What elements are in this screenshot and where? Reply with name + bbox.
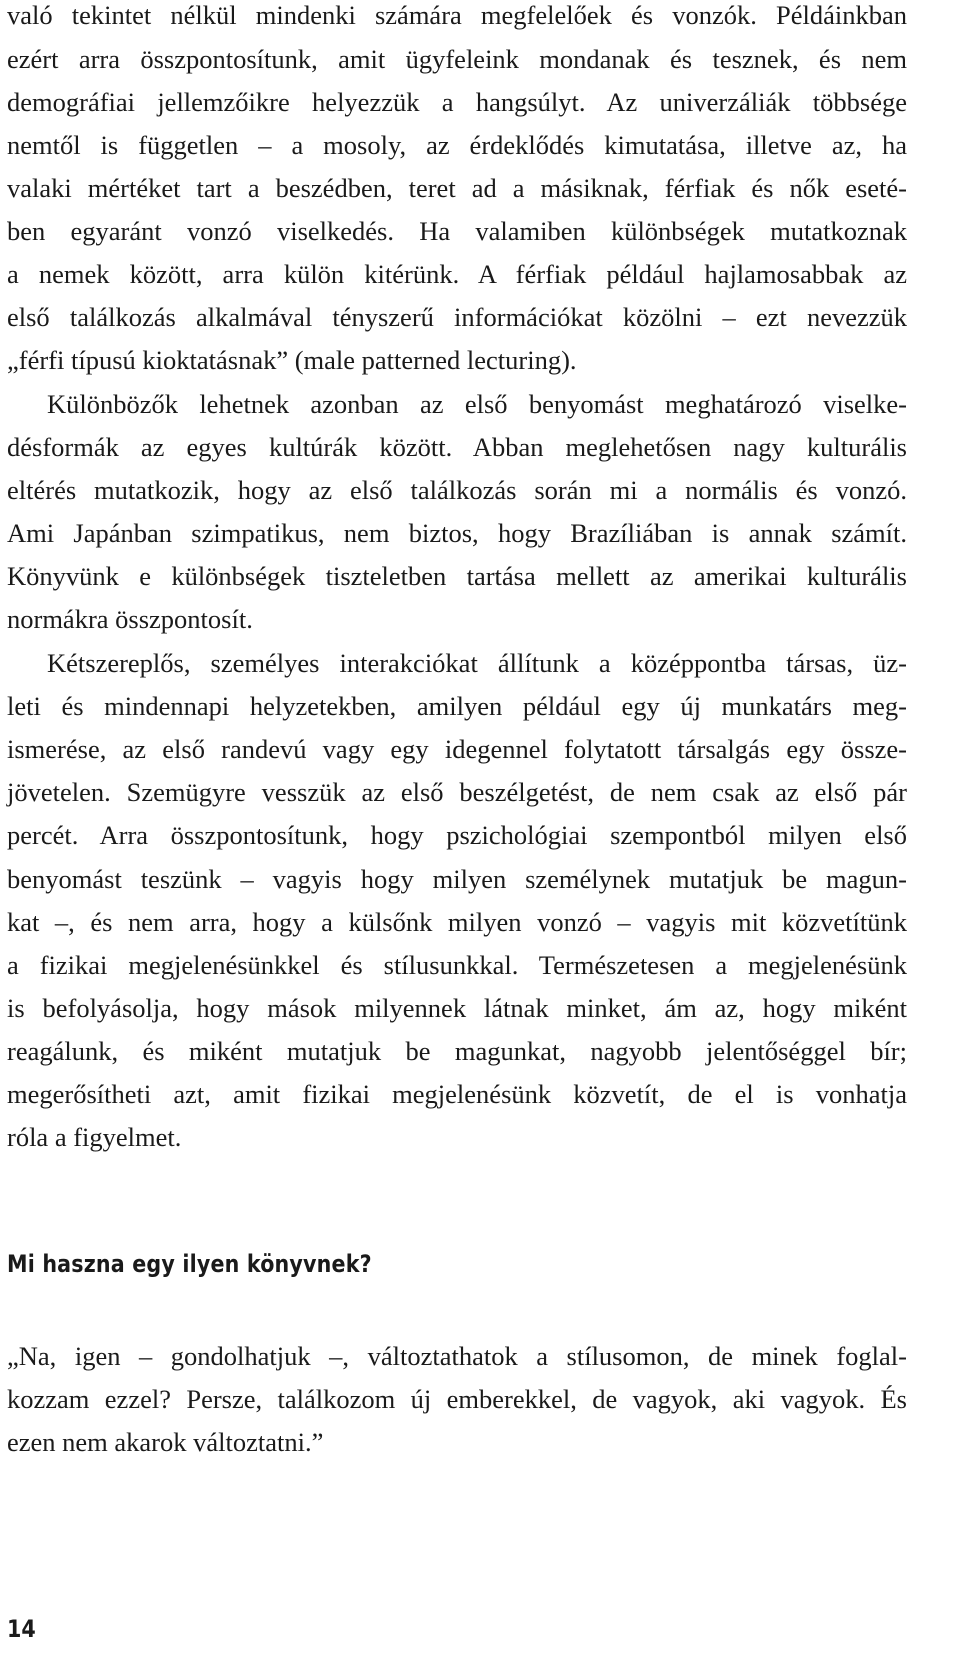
- text-line: első találkozás alkalmával tényszerű információkat közölni – ezt nevezzük: [7, 302, 907, 332]
- text-line: ezen nem akarok változtatni.”: [7, 1427, 324, 1457]
- text-line: jövetelen. Szemügyre vesszük az első beszélgetést, de nem csak az első pár: [7, 777, 907, 807]
- text-line: kat –, és nem arra, hogy a külsőnk milyen vonzó – vagyis mit közvetítünk: [7, 907, 907, 937]
- text-line: Különbözők lehetnek azonban az első benyomást meghatározó viselke-: [47, 389, 907, 419]
- text-line: „Na, igen – gondolhatjuk –, változtathatok a stílusomon, de minek foglal-: [7, 1341, 907, 1371]
- text-line: nemtől is független – a mosoly, az érdeklődés kimutatása, illetve az, ha: [7, 130, 907, 160]
- text-line: eltérés mutatkozik, hogy az első találkozás során mi a normális és vonzó.: [7, 475, 907, 505]
- text-line: is befolyásolja, hogy mások milyennek látnak minket, ám az, hogy miként: [7, 993, 907, 1023]
- text-line: Könyvünk e különbségek tiszteletben tartása mellett az amerikai kulturális: [7, 561, 907, 591]
- section-heading: Mi haszna egy ilyen könyvnek?: [7, 1250, 372, 1278]
- text-line: benyomást teszünk – vagyis hogy milyen személynek mutatjuk be magun-: [7, 864, 907, 894]
- text-line: percét. Arra összpontosítunk, hogy pszichológiai szempontból milyen első: [7, 820, 907, 850]
- text-line: „férfi típusú kioktatásnak” (male patterned lecturing).: [7, 345, 577, 375]
- text-line: valaki mértéket tart a beszédben, teret ad a másiknak, férfiak és nők eseté-: [7, 173, 907, 203]
- text-line: ismerése, az első randevú vagy egy idegennel folytatott társalgás egy össze-: [7, 734, 907, 764]
- text-line: róla a figyelmet.: [7, 1122, 182, 1152]
- page-number: 14: [7, 1615, 36, 1643]
- text-line: Kétszereplős, személyes interakciókat állítunk a középpontba társas, üz-: [47, 648, 907, 678]
- text-line: normákra összpontosít.: [7, 604, 253, 634]
- text-line: kozzam ezzel? Persze, találkozom új emberekkel, de vagyok, aki vagyok. És: [7, 1384, 907, 1414]
- text-line: Ami Japánban szimpatikus, nem biztos, hogy Brazíliában is annak számít.: [7, 518, 907, 548]
- text-line: reagálunk, és miként mutatjuk be magunkat, nagyobb jelentőséggel bír;: [7, 1036, 907, 1066]
- text-line: ben egyaránt vonzó viselkedés. Ha valamiben különbségek mutatkoznak: [7, 216, 907, 246]
- text-line: a fizikai megjelenésünkkel és stílusunkkal. Természetesen a megjelenésünk: [7, 950, 907, 980]
- text-line: leti és mindennapi helyzetekben, amilyen például egy új munkatárs meg-: [7, 691, 907, 721]
- text-line: a nemek között, arra külön kitérünk. A férfiak például hajlamosabbak az: [7, 259, 907, 289]
- text-line: ezért arra összpontosítunk, amit ügyfeleink mondanak és tesznek, és nem: [7, 44, 907, 74]
- text-line: való tekintet nélkül mindenki számára megfelelőek és vonzók. Példáinkban: [7, 0, 907, 30]
- text-line: demográfiai jellemzőikre helyezzük a hangsúlyt. Az univerzáliák többsége: [7, 87, 907, 117]
- text-line: megerősítheti azt, amit fizikai megjelenésünk közvetít, de el is vonhatja: [7, 1079, 907, 1109]
- text-line: désformák az egyes kultúrák között. Abban meglehetősen nagy kulturális: [7, 432, 907, 462]
